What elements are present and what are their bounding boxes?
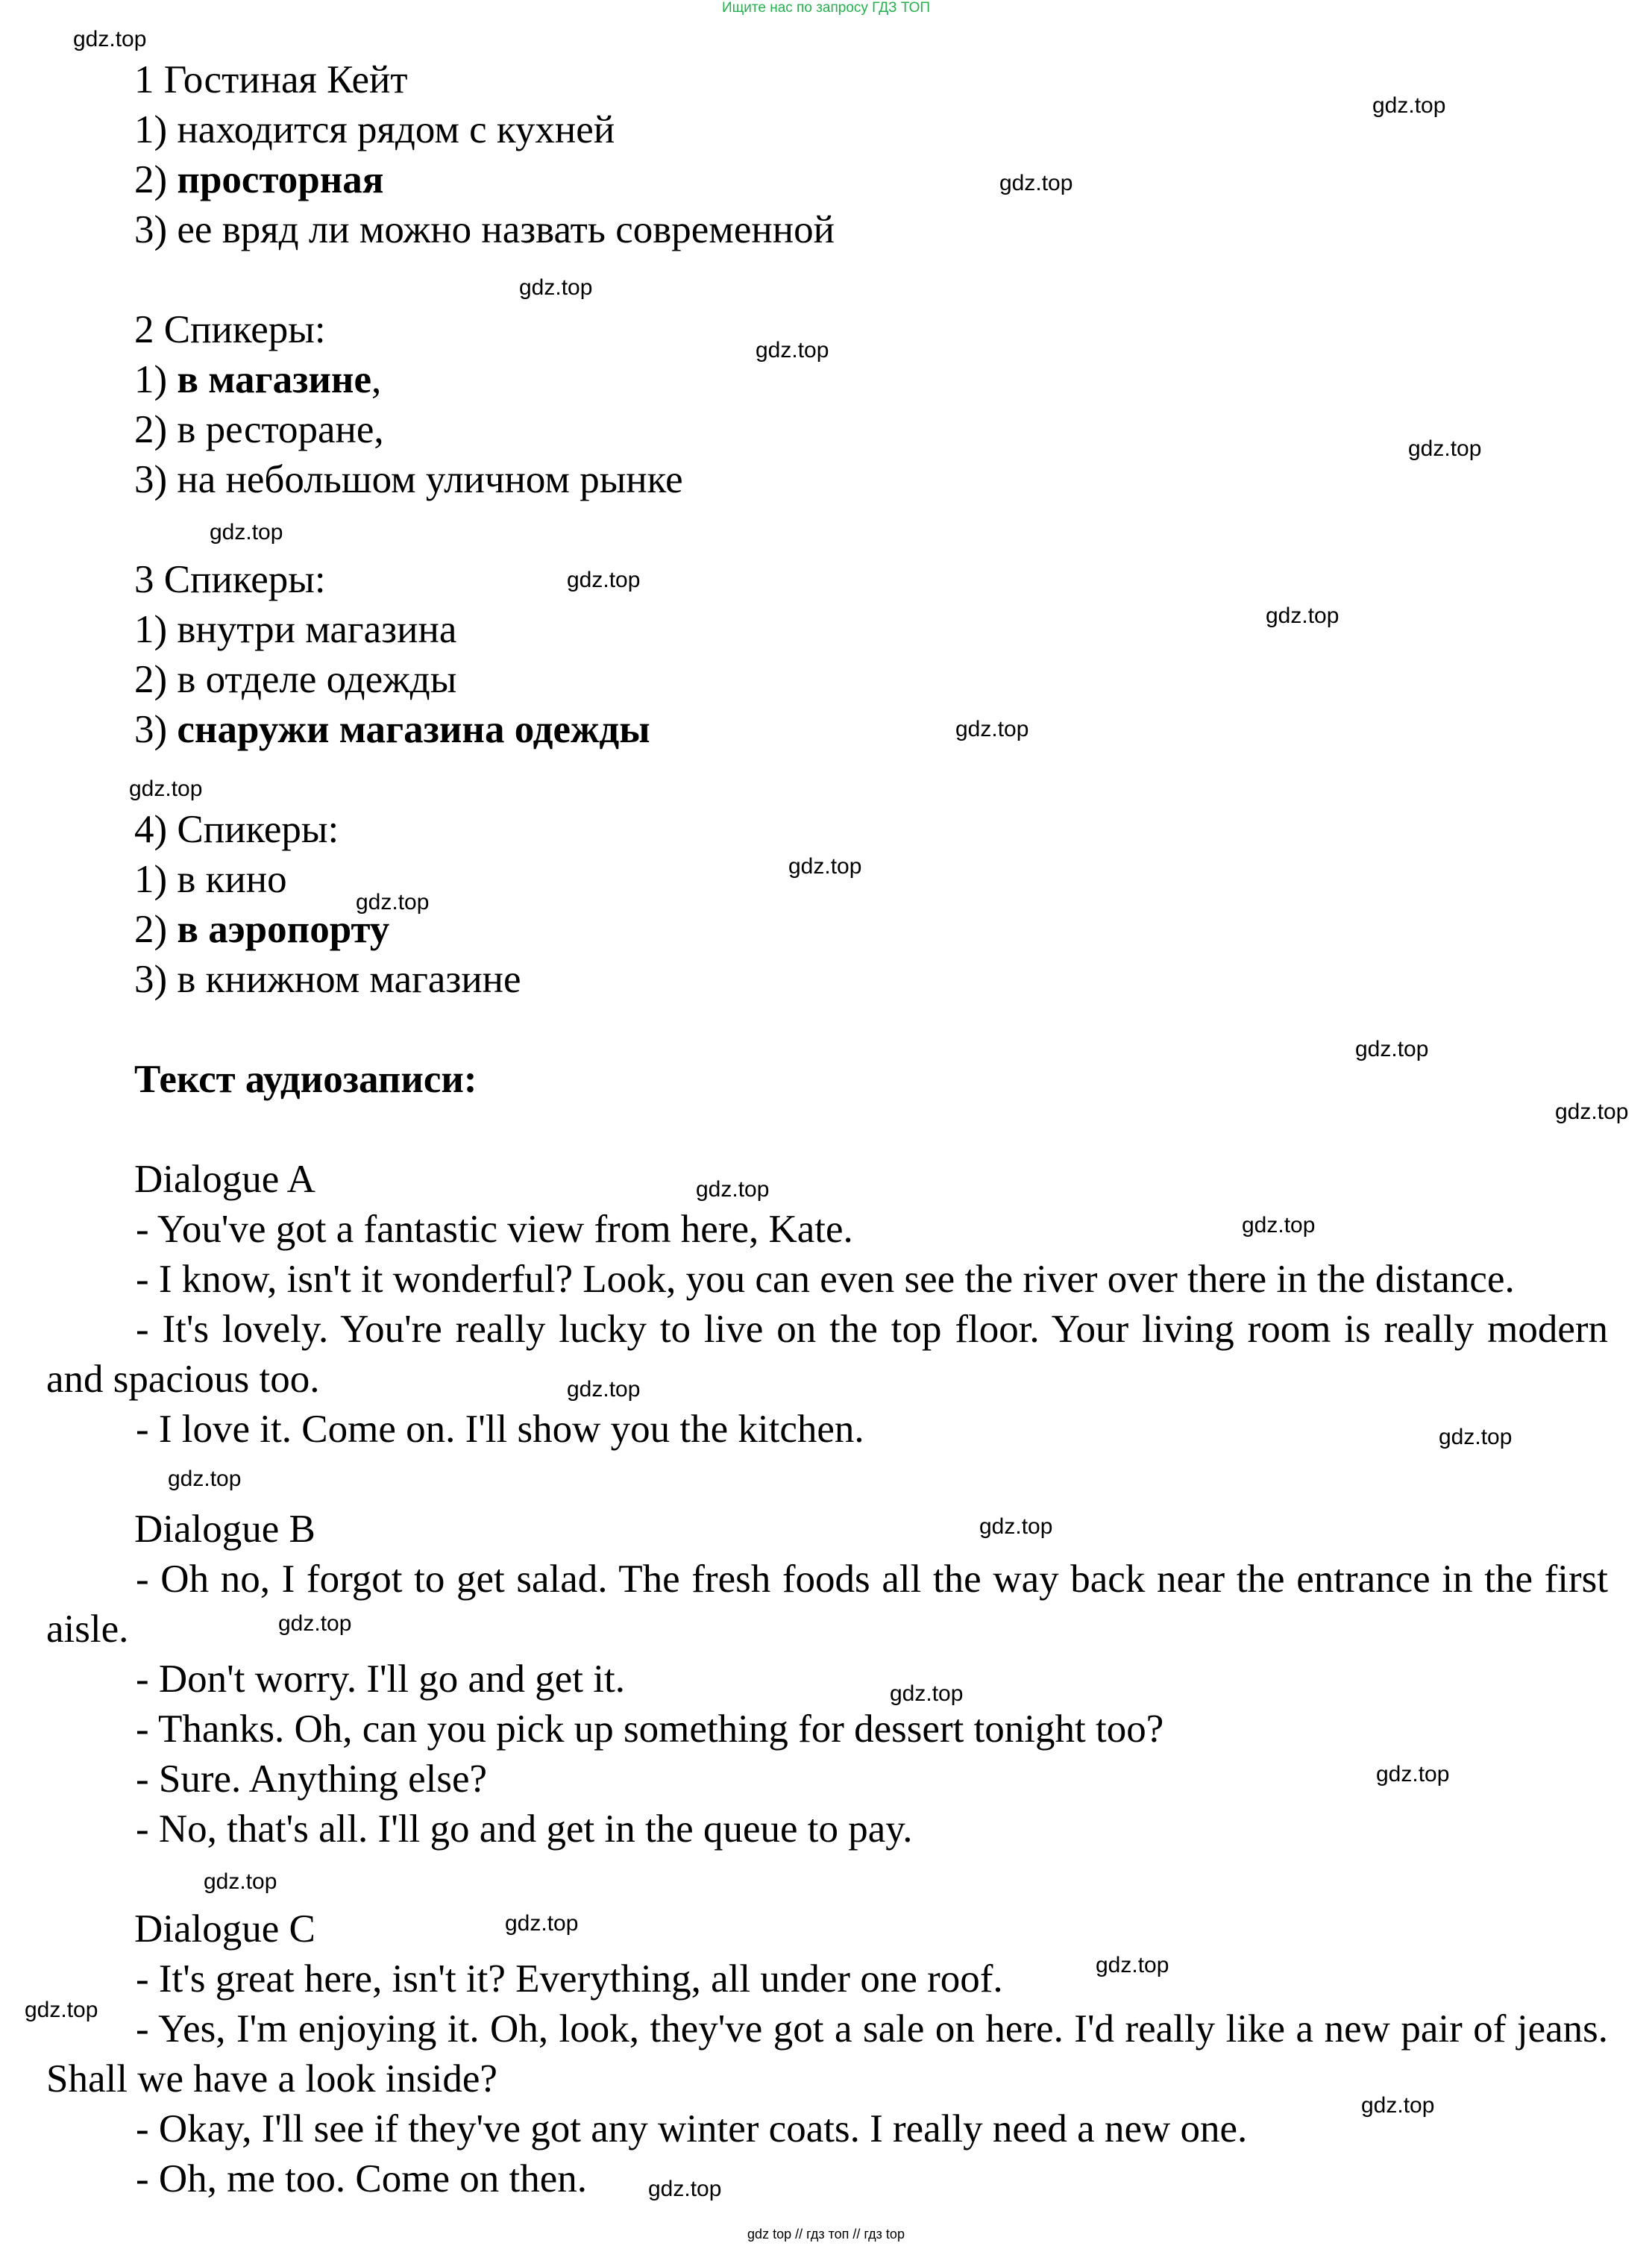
watermark: gdz.top — [696, 1177, 770, 1202]
watermark: gdz.top — [356, 890, 430, 915]
dialogue-line: - Don't worry. I'll go and get it. — [136, 1657, 625, 1701]
watermark: gdz.top — [1242, 1213, 1316, 1238]
watermark: gdz.top — [1408, 436, 1482, 461]
dialogue-line: - You've got a fantastic view from here, Kate. — [136, 1208, 853, 1251]
dialogue-line: - I love it. Come on. I'll show you the kitchen. — [136, 1408, 864, 1451]
answer-option: 2) в ресторане, — [134, 408, 384, 451]
question-title: 2 Спикеры: — [134, 308, 326, 351]
watermark: gdz.top — [979, 1514, 1053, 1539]
dialogue-line: - Okay, I'll see if they've got any winter coats. I really need a new one. — [136, 2107, 1248, 2151]
watermark: gdz.top — [567, 568, 641, 592]
dialogue-line: - Oh no, I forgot to get salad. The fresh foods all the way back near the entrance in the first aisle. — [46, 1558, 1608, 1651]
dialogue-line: - It's great here, isn't it? Everything, all under one roof. — [136, 1957, 1003, 2001]
answer-option: 2) в отделе одежды — [134, 658, 457, 701]
watermark: gdz.top — [567, 1377, 641, 1402]
watermark: gdz.top — [168, 1467, 242, 1491]
answer-option: 3) ее вряд ли можно назвать современной — [134, 208, 835, 251]
dialogue-line: - Sure. Anything else? — [136, 1757, 488, 1801]
watermark: gdz.top — [1372, 93, 1446, 118]
question-title: 3 Спикеры: — [134, 558, 326, 601]
dialogue-line: - No, that's all. I'll go and get in the queue to pay. — [136, 1807, 913, 1851]
dialogue-line: - It's lovely. You're really lucky to live on the top floor. Your living room is really modern and spacious too. — [46, 1308, 1608, 1401]
dialogue-line: - Yes, I'm enjoying it. Oh, look, they've got a sale on here. I'd really like a new pair of jeans. Shall we have a look inside? — [46, 2007, 1608, 2101]
watermark: gdz.top — [1361, 2093, 1435, 2118]
question-title: 4) Спикеры: — [134, 808, 339, 851]
dialogue-title: Dialogue A — [134, 1158, 315, 1201]
watermark: gdz.top — [788, 854, 862, 879]
answer-option: 1) в кино — [134, 858, 287, 901]
watermark: gdz.top — [648, 2177, 722, 2201]
watermark: gdz.top — [210, 520, 283, 545]
transcript-heading: Текст аудиозаписи: — [134, 1058, 477, 1101]
answer-option-correct: 2) в аэропорту — [134, 908, 390, 951]
watermark: gdz.top — [756, 338, 829, 363]
question-title: 1 Гостиная Кейт — [134, 58, 408, 101]
dialogue-line: - Oh, me too. Come on then. — [136, 2157, 587, 2200]
answer-option: 3) на небольшом уличном рынке — [134, 458, 683, 501]
dialogue-title: Dialogue B — [134, 1508, 315, 1551]
watermark: gdz.top — [1355, 1037, 1429, 1061]
watermark: gdz.top — [505, 1911, 579, 1936]
bottom-banner: gdz top // гдз топ // гдз top — [747, 2227, 905, 2242]
watermark: gdz.top — [955, 717, 1029, 741]
watermark: gdz.top — [278, 1611, 352, 1636]
answer-option: 1) находится рядом с кухней — [134, 108, 615, 151]
top-banner: Ищите нас по запросу ГДЗ ТОП — [721, 0, 931, 16]
watermark: gdz.top — [73, 27, 147, 51]
watermark: gdz.top — [890, 1681, 964, 1706]
dialogue-line: - Thanks. Oh, can you pick up something for dessert tonight too? — [136, 1707, 1164, 1751]
watermark: gdz.top — [1376, 1762, 1450, 1787]
answer-option: 3) в книжном магазине — [134, 958, 521, 1001]
answer-option-correct: 2) просторная — [134, 158, 384, 201]
watermark: gdz.top — [999, 171, 1073, 195]
watermark: gdz.top — [1555, 1100, 1629, 1124]
dialogue-title: Dialogue C — [134, 1907, 315, 1951]
watermark: gdz.top — [1439, 1425, 1513, 1449]
watermark: gdz.top — [1096, 1953, 1169, 1977]
watermark: gdz.top — [519, 275, 593, 300]
watermark: gdz.top — [25, 1998, 98, 2022]
watermark: gdz.top — [1266, 603, 1339, 628]
answer-option-correct: 3) снаружи магазина одежды — [134, 708, 650, 751]
answer-option: 1) внутри магазина — [134, 608, 457, 651]
dialogue-line: - I know, isn't it wonderful? Look, you can even see the river over there in the distance. — [136, 1258, 1515, 1301]
watermark: gdz.top — [204, 1869, 277, 1894]
answer-option-correct: 1) в магазине, — [134, 358, 382, 401]
watermark: gdz.top — [129, 777, 203, 801]
